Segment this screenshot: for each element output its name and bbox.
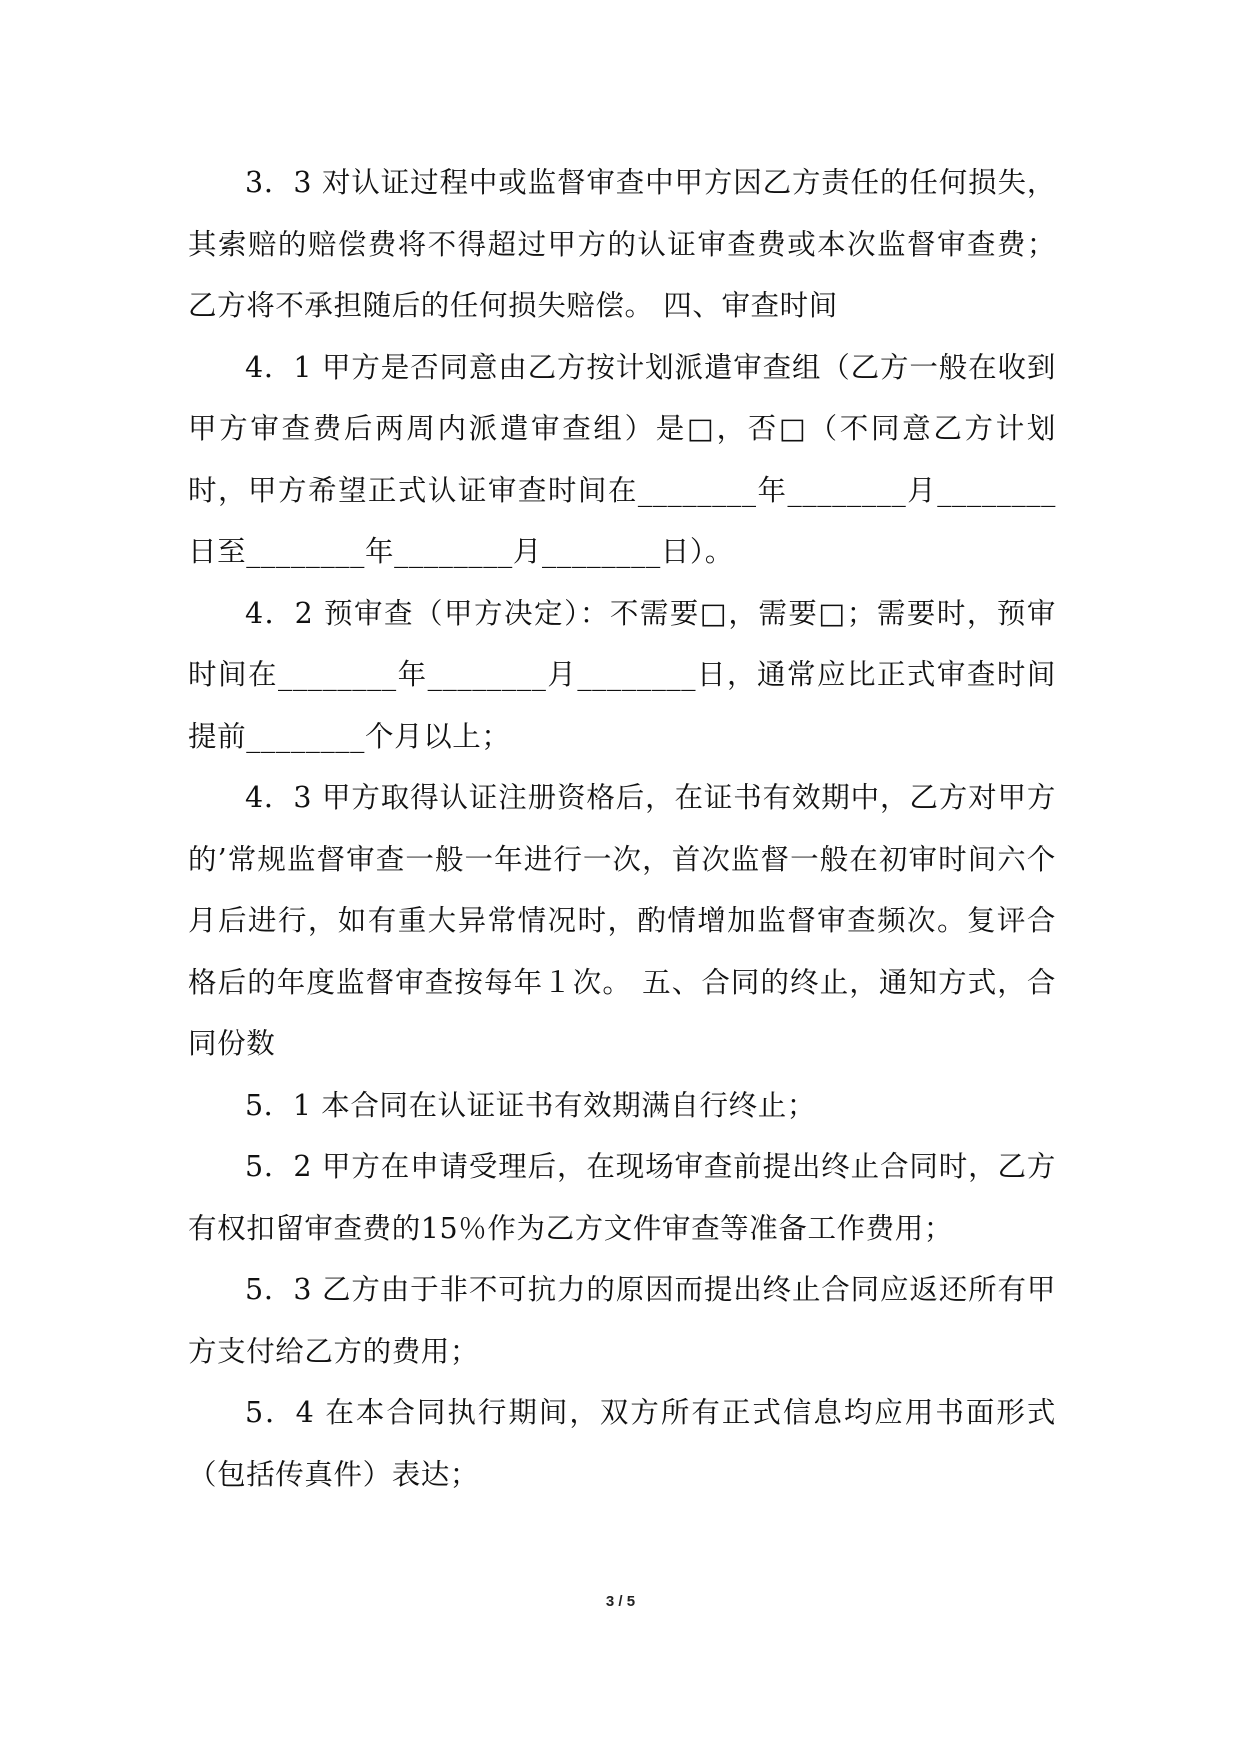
page-number: 3 / 5 bbox=[605, 1593, 636, 1610]
paragraph-5-3: 5．3 乙方由于非不可抗力的原因而提出终止合同应返还所有甲方支付给乙方的费用； bbox=[188, 1273, 1056, 1368]
paragraph-5-2: 5．2 甲方在申请受理后，在现场审查前提出终止合同时，乙方有权扣留审查费的15％作为乙方文件审查等准备工作费用； bbox=[188, 1150, 1056, 1245]
paragraph-3-3: 3．3 对认证过程中或监督审查中甲方因乙方责任的任何损失，其索赔的赔偿费将不得超过甲方的认证审查费或本次监督审查费；乙方将不承担随后的任何损失赔偿。 四、审查时间 bbox=[188, 166, 1056, 322]
paragraph-4-1: 4．1 甲方是否同意由乙方按计划派遣审查组（乙方一般在收到甲方审查费后两周内派遣审查组）是□，否□（不同意乙方计划时，甲方希望正式认证审查时间在________年________月________日至________年________月________日）。 bbox=[188, 350, 1056, 568]
paragraph-5-1: 5．1 本合同在认证证书有效期满自行终止； bbox=[245, 1088, 816, 1122]
paragraph-5-4: 5．4 在本合同执行期间，双方所有正式信息均应用书面形式（包括传真件）表达； bbox=[188, 1396, 1056, 1491]
paragraph-4-3: 4．3 甲方取得认证注册资格后，在证书有效期中，乙方对甲方的’常规监督审查一般一年进行一次，首次监督一般在初审时间六个月后进行，如有重大异常情况时，酌情增加监督审查频次。复评合格后的年度监督审查按每年１次。 五、合同的终止，通知方式，合同份数 bbox=[188, 781, 1056, 1060]
paragraph-4-2: 4．2 预审查（甲方决定）：不需要□，需要□；需要时，预审时间在________年________月________日，通常应比正式审查时间提前________个月以上； bbox=[188, 596, 1056, 753]
document-body bbox=[188, 152, 1056, 1505]
